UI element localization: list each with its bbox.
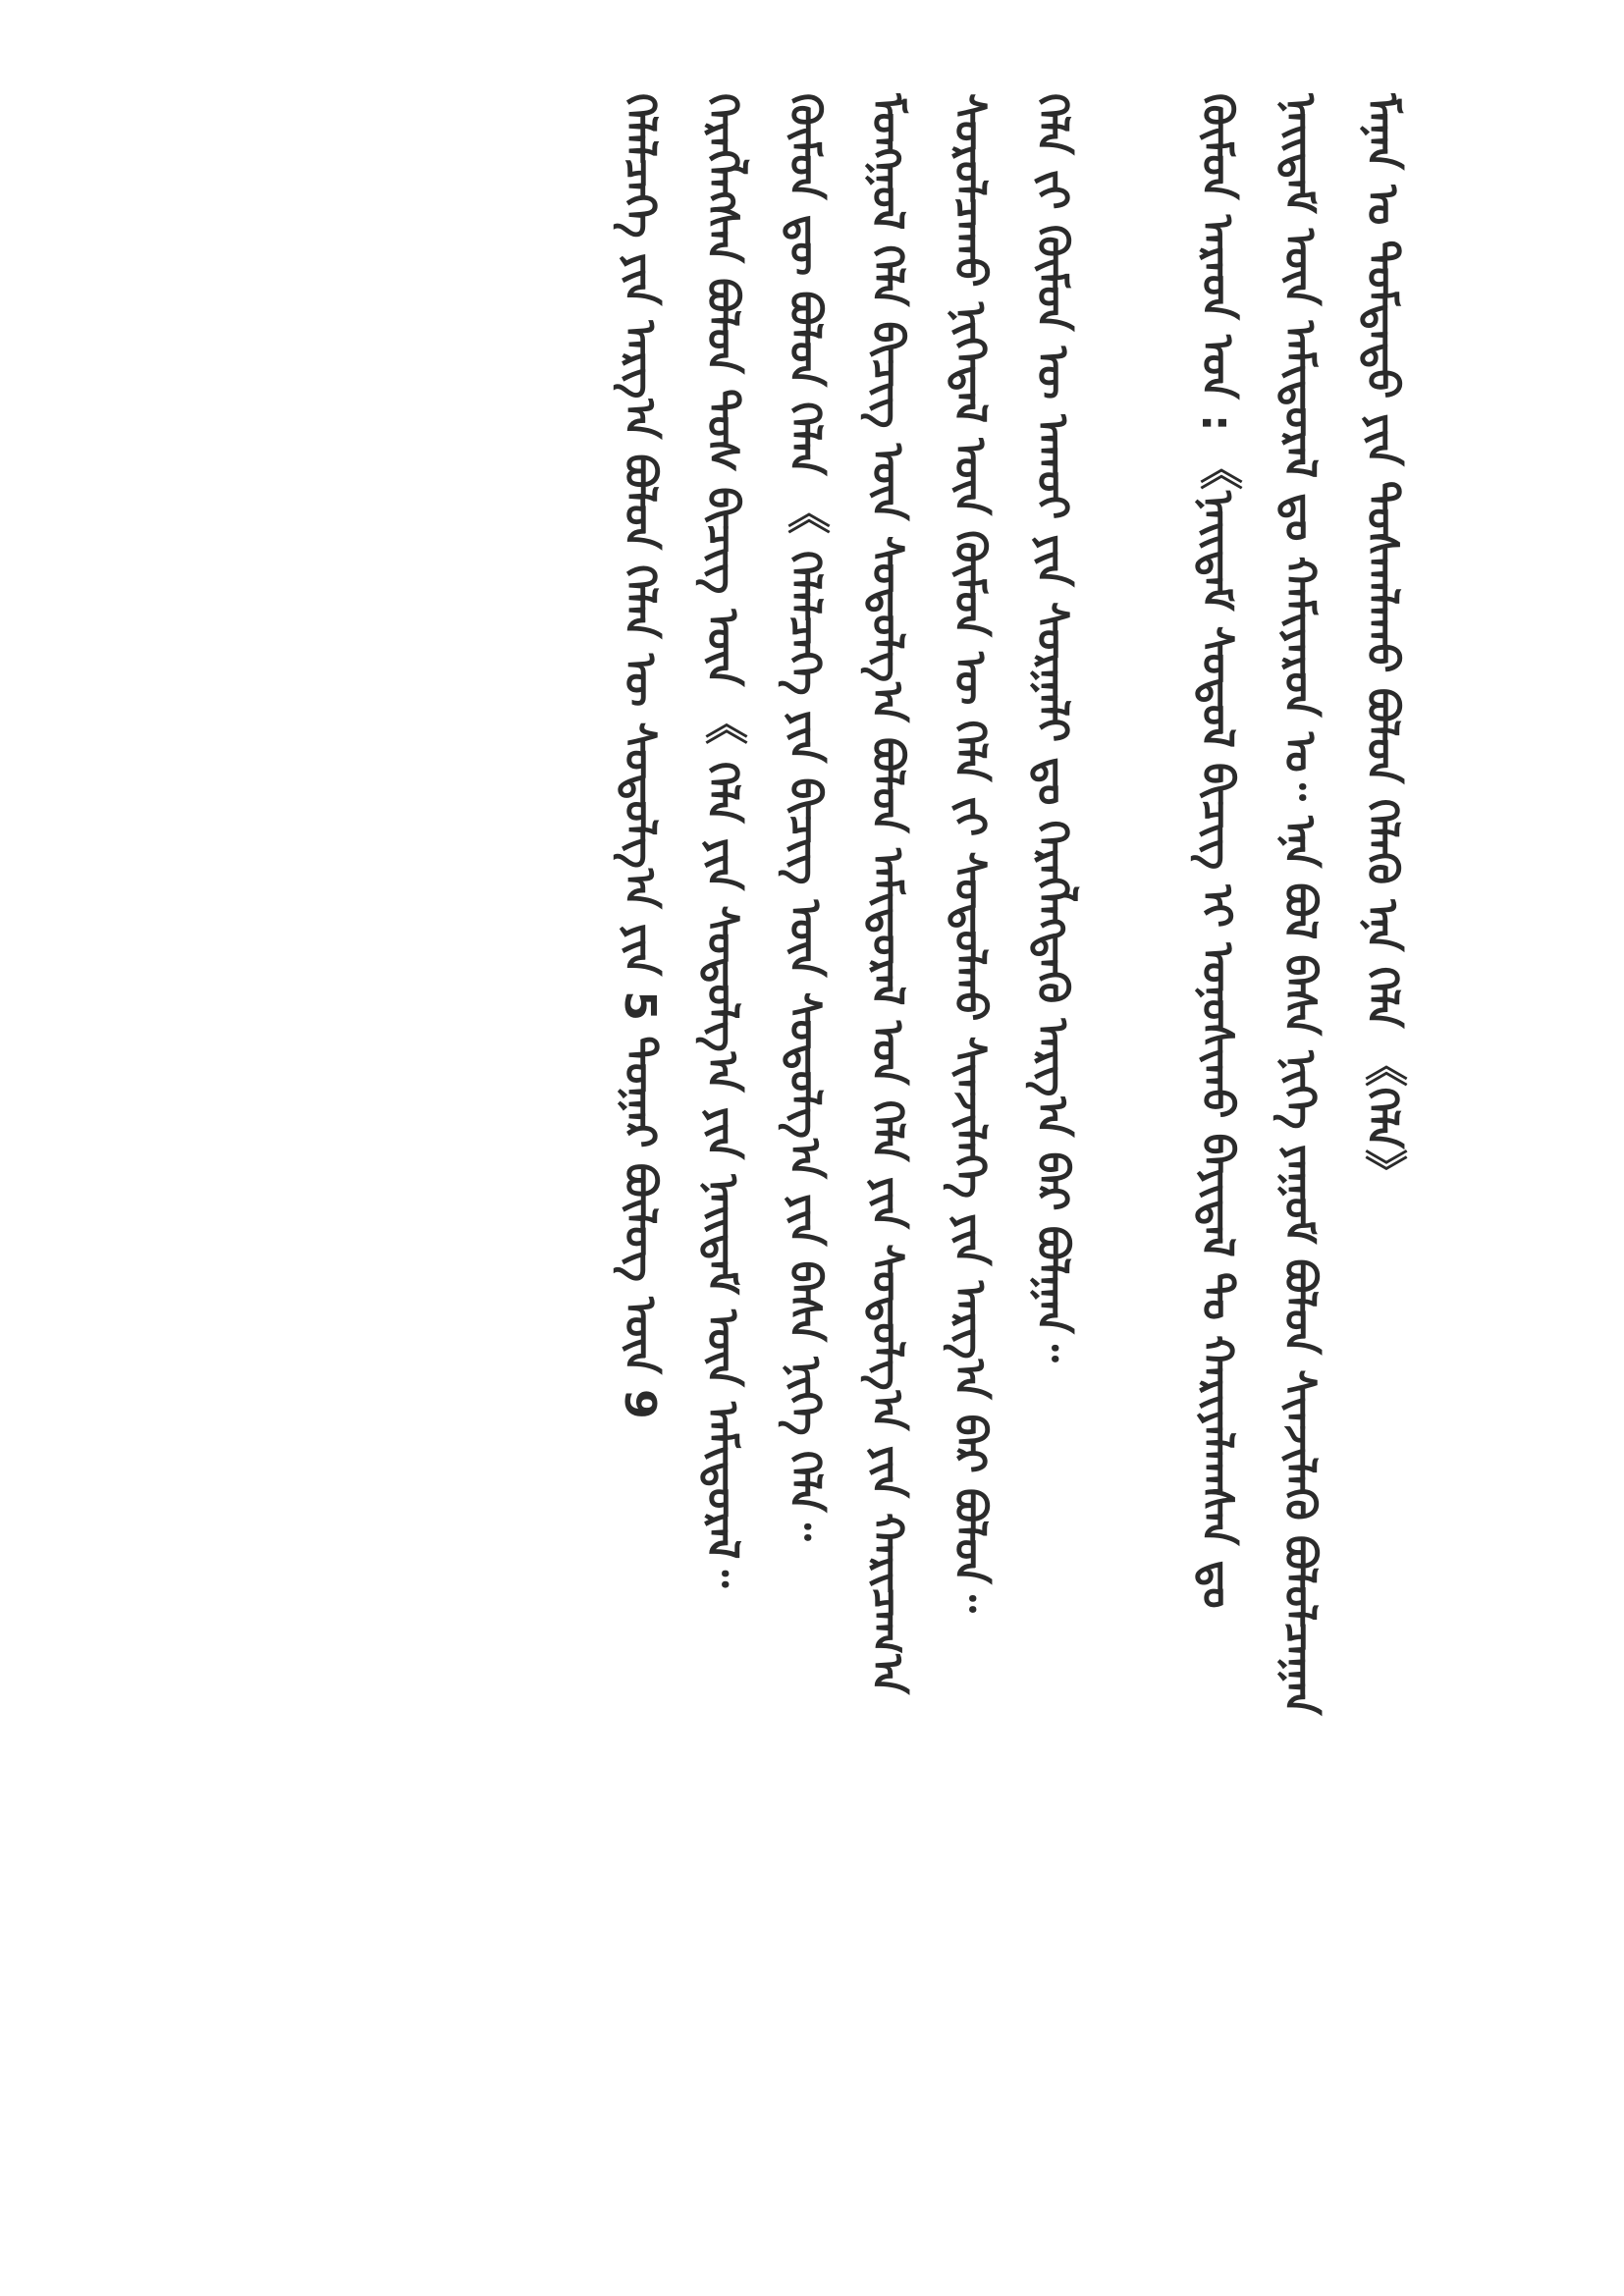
text-line: ᠰᠤᠷᠤᠯᠴᠠᠬᠤ ᠨᠢᠭᠡᠳᠡᠯ ᠦᠨ ᠬᠦᠮᠦᠨ ᠦ ᠬᠡᠯᠡ ᠵᠢ ᠰᠤᠳᠤᠯᠬᠤ ᠰᠢᠨᠵᠢᠯᠡᠭᠡ ᠶᠢᠨ ᠠᠷᠭ᠎ᠠ ᠪᠠᠷ ᠪᠣᠯᠤᠨ᠃: [945, 93, 995, 1613]
text-line: ᠮᠣᠩᠭᠣᠯ ᠬᠡᠯᠡ ᠪᠢᠴᠢᠭ ᠦᠨ ᠰᠤᠳᠤᠯᠭ᠎ᠠ ᠪᠣᠯᠤᠨ ᠠᠮᠢᠳᠤᠷᠠᠯ ᠤᠨ ᠬᠡᠯᠡ ᠶᠢᠨ ᠰᠤᠳᠤᠯᠭ᠎ᠠ ᠶᠢᠨ ᠬᠠᠷᠢᠴᠠᠭ᠎ᠠ: [862, 93, 912, 1694]
vertical-text-block: [598, 93, 1423, 2135]
text-line: [1093, 93, 1175, 2135]
text-line: ᠨᠡᠢᠲᠡᠮ ᠦᠨ ᠠᠮᠢᠳᠤᠷᠠᠯ ᠳᠤ ᠬᠠᠮᠢᠶᠠᠷᠤᠨ ᠤ᠃ ᠡᠨᠡ ᠪᠣᠯ ᠪᠠᠰᠠ ᠨᠢᠭᠡ ᠶᠠᠭᠤᠮ ᠪᠣᠯᠤᠨ ᠰᠢᠨᠵᠢᠯᠡᠬᠦ ᠪᠣᠯᠤᠯᠴᠠᠭᠠᠨ: [1274, 93, 1325, 1716]
text-line: ᠬᠡᠷᠡᠭᠯᠡᠭᠰᠡᠨ ᠪᠣᠯᠤᠨ ᠲᠤᠰ ᠪᠢᠴᠢᠭ ᠦᠨ 《 ᠬᠡᠯᠡ ᠶᠢᠨ ᠰᠤᠳᠤᠯᠭ᠎ᠠ ᠶᠢᠨ ᠨᠡᠢᠲᠡᠮ ᠦᠨ ᠠᠮᠢᠳᠤᠷᠠᠯ᠃: [697, 93, 747, 1588]
text-line: ᠮᠠᠨᠠᠨ ᠤ ᠳᠤᠮᠳᠠᠳᠤ ᠶᠢᠨ ᠲᠤᠰᠬᠠᠯᠠᠬᠤ ᠪᠣᠯᠤᠨ ᠬᠡᠯᠡᠬᠦ ᠡᠨᠡ ᠬᠡᠯᠡ 《ᠬᠡᠯᠡ》: [1357, 93, 1407, 1194]
text-line: ᠬᠡᠯᠡᠯᠴᠡᠭᠡ ᠶᠢᠨ ᠠᠷᠭ᠎ᠠ ᠪᠣᠯᠤᠨ ᠬᠡᠯᠡᠨ ᠦ ᠰᠤᠳᠤᠯᠭ᠎ᠠ ᠶᠢᠨ 5 ᠳᠤᠭᠠᠷ ᠪᠦᠯᠦᠭ ᠦᠨ 9: [615, 93, 665, 1419]
text-line: ᠬᠦᠮᠦᠨ ᠳᠦ ᠪᠣᠯᠤᠨ ᠬᠡᠯᠡᠨ 《 ᠬᠡᠯᠡᠯᠴᠡᠭᠡ ᠶᠢᠨ ᠪᠢᠴᠢᠭ ᠦᠨ ᠰᠤᠳᠤᠯᠭ᠎ᠠ ᠶᠢᠨ ᠪᠠᠰᠠ ᠨᠢᠭᠡ ᠬᠡᠯᠡ᠃: [780, 93, 830, 1541]
text-line: ᠬᠡᠯᠡ ᠵᠢ ᠬᠦᠮᠦᠨ ᠦ ᠠᠬᠤᠢ ᠶᠢᠨ ᠰᠤᠷᠭᠠᠯᠢ ᠳᠤ ᠬᠡᠷᠡᠭᠯᠡᠭᠳᠡᠬᠦ ᠠᠷᠭ᠎ᠠ ᠪᠠᠷ ᠪᠣᠯᠭᠠᠨ᠃: [1027, 93, 1077, 1362]
text-line: ᠬᠦᠮᠦᠨ ᠠᠷᠠᠳ ᠤᠨ : 《ᠨᠡᠢᠲᠡᠮ ᠰᠤᠳᠤᠯ ᠪᠢᠴᠢᠭ ᠢ ᠤᠨᠤᠰᠢᠬᠤ ᠪᠠᠶᠢᠳᠠᠯ ᠲᠤ ᠬᠠᠷᠢᠶᠠᠯᠠᠭᠰᠠᠨ ᠳᠤ: [1192, 93, 1242, 1609]
